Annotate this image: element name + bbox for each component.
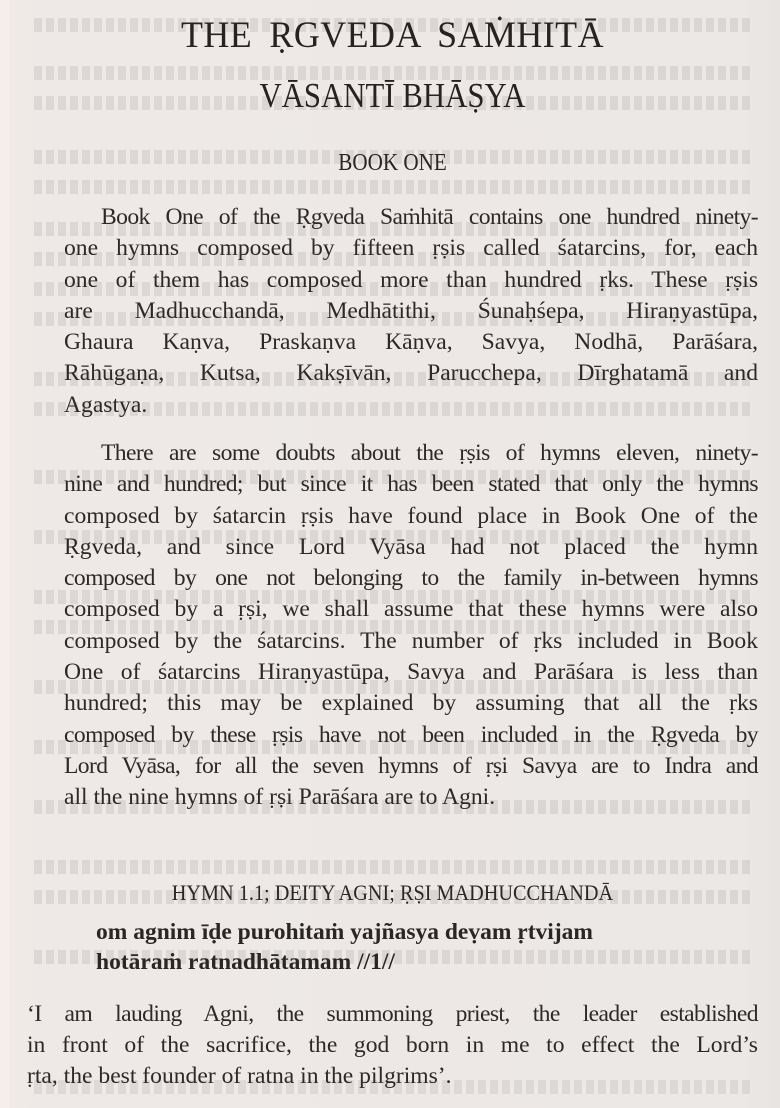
text-line: ‘I am lauding Agni, the summoning priest, the leader established	[27, 1001, 758, 1027]
hymn-heading: HYMN 1.1; DEITY AGNI; ṚṢI MADHUCCHANDĀ	[171, 880, 614, 905]
text-line: in front of the sacrifice, the god born in me to effect the Lord’s	[27, 1032, 758, 1058]
text-line: composed by a ṛṣi, we shall assume that these hymns were also	[64, 596, 758, 623]
text-line: One of śatarcins Hiraṇyastūpa, Savya and Parāśara is less than	[64, 659, 758, 686]
section-heading: BOOK ONE	[338, 150, 447, 176]
text-line: There are some doubts about the ṛṣis of hymns eleven, ninety-	[101, 440, 758, 466]
verse-translation	[27, 999, 758, 1092]
text-line: ṛta, the best founder of ratna in the pilgrims’.	[27, 1063, 452, 1089]
text-line: composed by the śatarcins. The number of ṛks included in Book	[64, 627, 758, 654]
text-line: Ṛgveda, and since Lord Vyāsa had not placed the hymn	[64, 533, 758, 560]
book-title: THE ṚGVEDA SAṀHITĀ	[180, 15, 605, 56]
text-line: Agastya.	[64, 391, 148, 418]
text-line: are Madhucchandā, Medhātithi, Śunaḥśepa, Hiraṇyastūpa,	[64, 297, 758, 324]
intro-paragraph-1	[27, 202, 758, 421]
book-subtitle: VĀSANTĪ BHĀṢYA	[259, 76, 526, 115]
text-line: one hymns composed by fifteen ṛṣis called śatarcins, for, each	[64, 235, 758, 262]
text-line: one of them has composed more than hundred ṛks. These ṛṣis	[64, 266, 758, 293]
text-line: composed by one not belonging to the family in-between hymns	[64, 565, 758, 592]
sanskrit-verse	[96, 917, 736, 977]
text-line: composed by these ṛṣis have not been included in the Ṛgveda by	[64, 721, 758, 748]
text-line: all the nine hymns of ṛṣi Parāśara are to Agni.	[64, 784, 496, 811]
intro-paragraph-2	[27, 438, 758, 814]
text-line: composed by śatarcin ṛṣis have found place in Book One of the	[64, 502, 758, 529]
verse-line: om agnim īḍe purohitaṁ yajñasya deṿam ṛtvijam	[96, 919, 593, 945]
verse-line: hotāraṁ ratnadhātamam //1//	[96, 949, 395, 975]
text-line: nine and hundred; but since it has been stated that only the hymns	[64, 471, 758, 498]
page-left-edge	[0, 0, 9, 1108]
text-line: Ghaura Kaṇva, Praskaṇva Kāṇva, Savya, Nodhā, Parāśara,	[64, 329, 758, 356]
text-line: Rāhūgaṇa, Kutsa, Kakṣīvān, Parucchepa, Dīrghatamā and	[64, 360, 758, 387]
text-line: Book One of the Ṛgveda Saṁhitā contains one hundred ninety-	[101, 204, 758, 230]
text-line: hundred; this may be explained by assuming that all the ṛks	[64, 690, 758, 717]
text-line: Lord Vyāsa, for all the seven hymns of ṛṣi Savya are to Indra and	[64, 752, 758, 779]
